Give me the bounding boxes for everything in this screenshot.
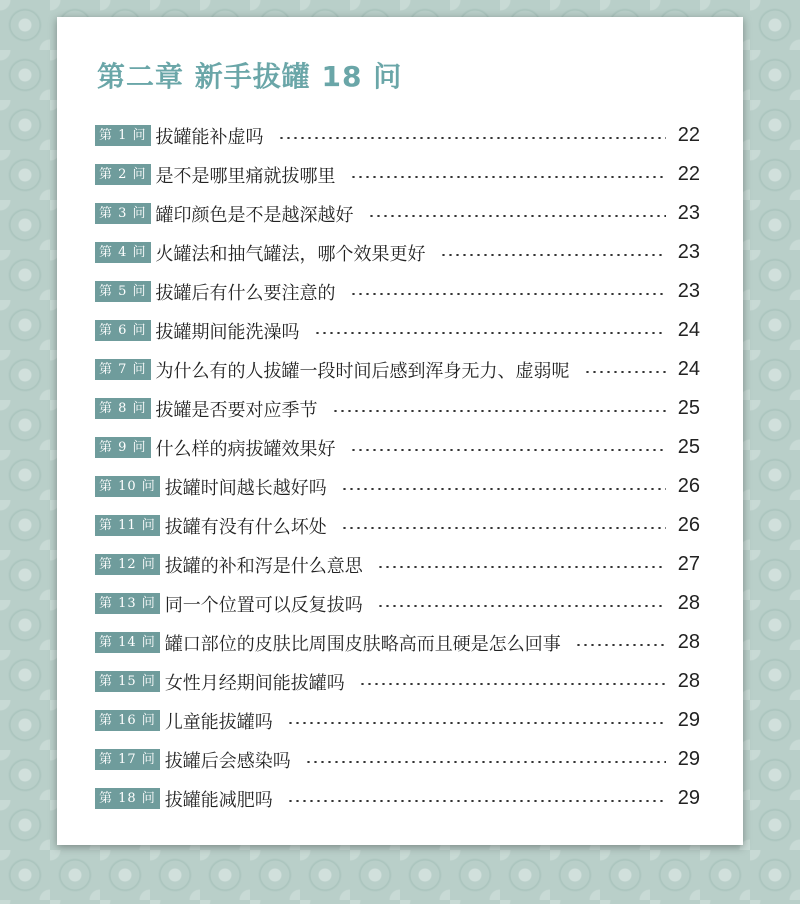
entry-title: 拔罐有没有什么坏处 — [164, 516, 327, 538]
chapter-title: 第二章 新手拔罐 18 问 — [97, 60, 403, 93]
question-number-badge: 第 9 问 — [95, 437, 151, 458]
question-number-badge: 第 14 问 — [95, 632, 160, 653]
entry-title: 拔罐能补虚吗 — [155, 126, 264, 148]
question-number-badge: 第 1 问 — [95, 125, 151, 146]
question-number-badge: 第 11 问 — [95, 515, 160, 536]
dot-leader — [350, 293, 666, 295]
toc-entry[interactable] — [95, 662, 700, 701]
entry-title: 拔罐后有什么要注意的 — [155, 282, 336, 304]
entry-title: 拔罐期间能洗澡吗 — [155, 321, 300, 343]
entry-title: 女性月经期间能拔罐吗 — [164, 672, 345, 694]
page-number: 23 — [677, 202, 700, 224]
page-number: 26 — [677, 475, 700, 497]
toc-entry[interactable] — [95, 584, 700, 623]
page-number: 25 — [677, 397, 700, 419]
dot-leader — [377, 605, 666, 607]
question-number-badge: 第 10 问 — [95, 476, 160, 497]
entry-title: 拔罐时间越长越好吗 — [164, 477, 327, 499]
toc-entry[interactable] — [95, 779, 700, 818]
page-number: 26 — [677, 514, 700, 536]
page-number: 28 — [677, 631, 700, 653]
toc-page — [57, 17, 743, 845]
entry-title: 拔罐能减肥吗 — [164, 789, 273, 811]
toc-entry[interactable] — [95, 194, 700, 233]
question-number-badge: 第 12 问 — [95, 554, 160, 575]
question-number-badge: 第 4 问 — [95, 242, 151, 263]
page-number: 28 — [677, 592, 700, 614]
entry-title: 同一个位置可以反复拔吗 — [164, 594, 363, 616]
question-number-badge: 第 13 问 — [95, 593, 160, 614]
page-number: 27 — [677, 553, 700, 575]
page-number: 22 — [677, 163, 700, 185]
entry-title: 拔罐是否要对应季节 — [155, 399, 318, 421]
toc-entry[interactable] — [95, 428, 700, 467]
entry-title: 什么样的病拔罐效果好 — [155, 438, 336, 460]
dot-leader — [278, 137, 666, 139]
toc-entry[interactable] — [95, 740, 700, 779]
page-number: 22 — [677, 124, 700, 146]
toc-entry[interactable] — [95, 311, 700, 350]
dot-leader — [350, 449, 666, 451]
entry-title: 火罐法和抽气罐法，哪个效果更好 — [155, 243, 426, 265]
dot-leader — [332, 410, 666, 412]
dot-leader — [350, 176, 666, 178]
toc-entry[interactable] — [95, 350, 700, 389]
entry-title: 是不是哪里痛就拔哪里 — [155, 165, 336, 187]
page-number: 23 — [677, 280, 700, 302]
question-number-badge: 第 18 问 — [95, 788, 160, 809]
page-number: 24 — [677, 319, 700, 341]
entry-title: 拔罐后会感染吗 — [164, 750, 291, 772]
toc-entry[interactable] — [95, 506, 700, 545]
page-number: 29 — [677, 748, 700, 770]
toc-entry[interactable] — [95, 545, 700, 584]
page-number: 29 — [677, 709, 700, 731]
entry-title: 罐印颜色是不是越深越好 — [155, 204, 354, 226]
question-number-badge: 第 5 问 — [95, 281, 151, 302]
dot-leader — [584, 371, 666, 373]
dot-leader — [305, 761, 666, 763]
page-number: 28 — [677, 670, 700, 692]
page-number: 24 — [677, 358, 700, 380]
question-number-badge: 第 7 问 — [95, 359, 151, 380]
dot-leader — [314, 332, 666, 334]
dot-leader — [341, 527, 666, 529]
entry-title: 拔罐的补和泻是什么意思 — [164, 555, 363, 577]
entry-title: 为什么有的人拔罐一段时间后感到浑身无力、虚弱呢 — [155, 360, 570, 382]
dot-leader — [341, 488, 666, 490]
page-number: 29 — [677, 787, 700, 809]
dot-leader — [440, 254, 666, 256]
question-number-badge: 第 6 问 — [95, 320, 151, 341]
toc-list — [95, 116, 700, 818]
toc-entry[interactable] — [95, 701, 700, 740]
page-number: 23 — [677, 241, 700, 263]
dot-leader — [575, 644, 666, 646]
question-number-badge: 第 2 问 — [95, 164, 151, 185]
page-number: 25 — [677, 436, 700, 458]
dot-leader — [368, 215, 666, 217]
toc-entry[interactable] — [95, 623, 700, 662]
question-number-badge: 第 8 问 — [95, 398, 151, 419]
entry-title: 儿童能拔罐吗 — [164, 711, 273, 733]
toc-entry[interactable] — [95, 155, 700, 194]
dot-leader — [287, 722, 666, 724]
question-number-badge: 第 3 问 — [95, 203, 151, 224]
question-number-badge: 第 17 问 — [95, 749, 160, 770]
toc-entry[interactable] — [95, 467, 700, 506]
dot-leader — [287, 800, 666, 802]
toc-entry[interactable] — [95, 272, 700, 311]
toc-entry[interactable] — [95, 116, 700, 155]
toc-entry[interactable] — [95, 233, 700, 272]
question-number-badge: 第 16 问 — [95, 710, 160, 731]
toc-entry[interactable] — [95, 389, 700, 428]
question-number-badge: 第 15 问 — [95, 671, 160, 692]
dot-leader — [359, 683, 666, 685]
entry-title: 罐口部位的皮肤比周围皮肤略高而且硬是怎么回事 — [164, 633, 561, 655]
dot-leader — [377, 566, 666, 568]
